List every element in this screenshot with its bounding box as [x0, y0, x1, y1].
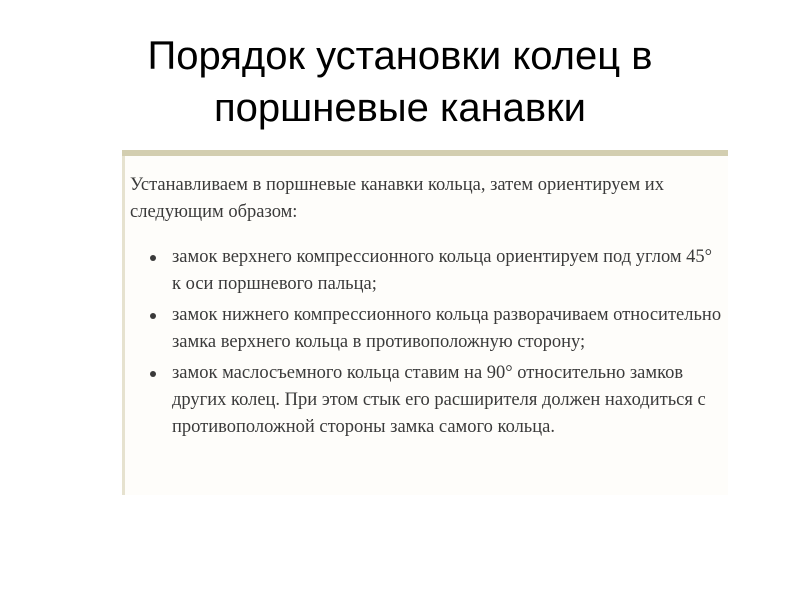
instruction-list — [130, 244, 724, 441]
panel-left-edge — [122, 156, 125, 495]
scanned-text-body — [130, 172, 724, 445]
bullet-icon — [150, 255, 156, 261]
list-item — [130, 360, 724, 441]
list-item-text: замок нижнего компрессионного кольца разворачиваем относительно замка верхнего кольца в противоположную сторону; — [172, 305, 722, 352]
bullet-icon — [150, 313, 156, 319]
list-item-text: замок верхнего компрессионного кольца ориентируем под углом 45° к оси поршневого пальца; — [172, 247, 713, 294]
list-item — [130, 302, 724, 356]
list-item-text: замок маслосъемного кольца ставим на 90° относительно замков других колец. При этом стык его расширителя должен находиться с противоположной стороны замка самого кольца. — [172, 363, 706, 437]
scanned-text-image — [122, 150, 728, 495]
list-item — [130, 244, 724, 298]
slide-title: Порядок установки колец в поршневые канавки — [147, 34, 653, 130]
intro-paragraph: Устанавливаем в поршневые канавки кольца, затем ориентируем их следующим образом: — [130, 175, 664, 222]
bullet-icon — [150, 371, 156, 377]
